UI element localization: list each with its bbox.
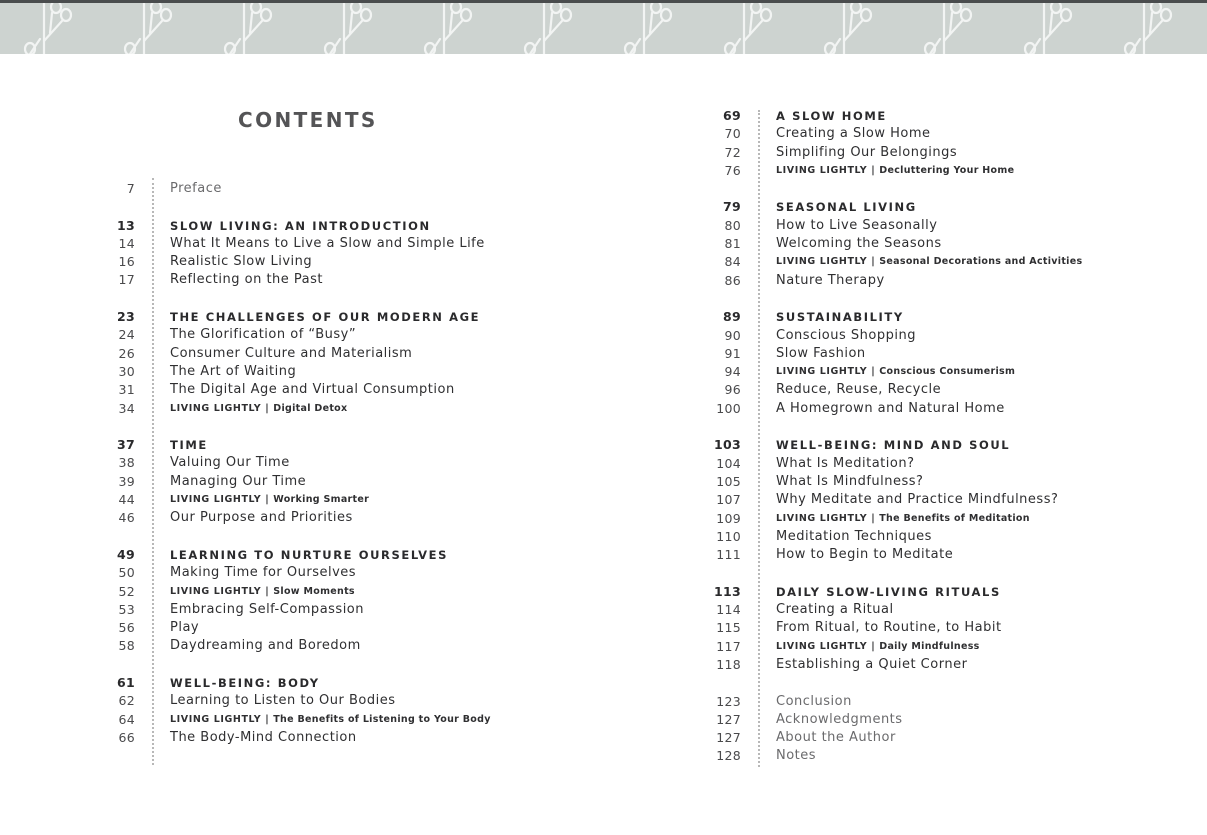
- entry-title: Slow Fashion: [776, 345, 866, 361]
- entry-title: LEARNING TO NURTURE OURSELVES: [170, 547, 449, 562]
- living-lightly-title: Slow Moments: [273, 585, 355, 597]
- entry-title: The Body-Mind Connection: [170, 729, 357, 745]
- page-number: 39: [118, 473, 135, 489]
- page-number: 103: [714, 437, 741, 453]
- page-number: 56: [118, 620, 135, 636]
- page-number: 50: [118, 565, 135, 581]
- page-number: 7: [126, 181, 135, 196]
- page-number: 16: [118, 254, 135, 270]
- entry-title: Embracing Self-Compassion: [170, 601, 365, 617]
- living-lightly-label: LIVING LIGHTLY: [776, 640, 868, 652]
- entry-title: [170, 583, 355, 601]
- living-lightly-title: Working Smarter: [273, 494, 370, 506]
- living-lightly-label: LIVING LIGHTLY: [776, 366, 868, 378]
- page-number: 52: [118, 583, 135, 599]
- entry-title: Consumer Culture and Materialism: [170, 345, 413, 361]
- page-number: 24: [118, 327, 135, 343]
- entry-title: A SLOW HOME: [776, 109, 887, 123]
- entry-title: Establishing a Quiet Corner: [776, 656, 968, 672]
- page-number: 37: [117, 437, 135, 453]
- page-number: 110: [716, 528, 741, 544]
- entry-title: [776, 638, 980, 656]
- entry-title: What It Means to Live a Slow and Simple Life: [170, 235, 485, 251]
- page-number: 109: [716, 510, 741, 526]
- living-lightly-title: The Benefits of Meditation: [879, 512, 1030, 524]
- entry-title: Notes: [776, 748, 817, 764]
- entry-title: DAILY SLOW-LIVING RITUALS: [776, 584, 1001, 599]
- page-number: 23: [117, 309, 135, 325]
- page-number: 117: [716, 638, 741, 654]
- page-number: 114: [716, 602, 741, 618]
- entry-title: How to Begin to Meditate: [776, 547, 954, 563]
- page-number: 113: [714, 583, 741, 599]
- living-lightly-label: LIVING LIGHTLY: [170, 402, 262, 414]
- page-number: 79: [723, 199, 741, 215]
- living-lightly-title: Decluttering Your Home: [879, 164, 1015, 176]
- separator: |: [265, 713, 270, 725]
- page-number: 80: [724, 217, 741, 233]
- page-number: 105: [716, 473, 741, 489]
- living-lightly-title: The Benefits of Listening to Your Body: [273, 713, 491, 725]
- page-number: 127: [716, 730, 741, 746]
- entry-title: Realistic Slow Living: [170, 254, 313, 270]
- entry-title: [170, 491, 369, 509]
- page-number: 14: [118, 235, 135, 251]
- page-title: CONTENTS: [238, 108, 378, 132]
- living-lightly-label: LIVING LIGHTLY: [776, 256, 868, 268]
- separator: |: [265, 494, 270, 506]
- living-lightly-label: LIVING LIGHTLY: [170, 713, 262, 725]
- page-number: 107: [716, 492, 741, 508]
- page-number: 94: [724, 364, 741, 380]
- entry-title: What Is Meditation?: [776, 455, 915, 471]
- entry-title: WELL-BEING: MIND AND SOUL: [776, 438, 1011, 453]
- entry-title: Nature Therapy: [776, 272, 885, 288]
- separator: |: [871, 366, 876, 378]
- page-number: 53: [118, 601, 135, 617]
- page-number: 46: [118, 510, 135, 526]
- entry-title: The Glorification of “Busy”: [170, 327, 357, 343]
- living-lightly-title: Conscious Consumerism: [879, 366, 1016, 378]
- page-number: 128: [716, 748, 741, 764]
- page-number: 104: [716, 455, 741, 471]
- page-number: 86: [724, 272, 741, 288]
- entry-title: A Homegrown and Natural Home: [776, 400, 1005, 416]
- entry-title: What Is Mindfulness?: [776, 473, 924, 489]
- page-number: 62: [118, 693, 135, 709]
- entry-title: How to Live Seasonally: [776, 217, 938, 233]
- entry-title: Creating a Ritual: [776, 602, 894, 618]
- entry-title: Why Meditate and Practice Mindfulness?: [776, 492, 1059, 508]
- living-lightly-label: LIVING LIGHTLY: [170, 585, 262, 597]
- entry-title: The Digital Age and Virtual Consumption: [170, 382, 455, 398]
- page-number: 89: [723, 309, 741, 325]
- entry-title: Reduce, Reuse, Recycle: [776, 382, 942, 398]
- page-number: 58: [118, 638, 135, 654]
- entry-title: Creating a Slow Home: [776, 126, 931, 142]
- separator: |: [265, 402, 270, 414]
- entry-title: TIME: [170, 438, 208, 453]
- page-number: 84: [724, 254, 741, 270]
- entry-title: Our Purpose and Priorities: [170, 510, 353, 526]
- dotted-divider: [758, 110, 760, 767]
- living-lightly-label: LIVING LIGHTLY: [170, 494, 262, 506]
- page-number: 13: [117, 217, 135, 233]
- entry-title: Learning to Listen to Our Bodies: [170, 693, 396, 709]
- separator: |: [871, 164, 876, 176]
- entry-title: Daydreaming and Boredom: [170, 638, 361, 654]
- entry-title: Simplifing Our Belongings: [776, 144, 958, 160]
- branch-pattern-icon: [0, 3, 1207, 54]
- page-number: 61: [117, 675, 135, 691]
- entry-title: Play: [170, 620, 200, 636]
- entry-title: SUSTAINABILITY: [776, 310, 904, 325]
- page-number: 26: [118, 345, 135, 361]
- entry-title: Managing Our Time: [170, 473, 307, 489]
- page-number: 17: [118, 272, 135, 288]
- page-number: 100: [716, 400, 741, 416]
- page-number: 38: [118, 455, 135, 471]
- entry-title: Preface: [170, 181, 222, 196]
- living-lightly-title: Daily Mindfulness: [879, 640, 980, 652]
- page-number: 91: [724, 345, 741, 361]
- entry-title: Conclusion: [776, 693, 852, 709]
- page-number: 31: [118, 382, 135, 398]
- entry-title: [776, 510, 1030, 528]
- page-number: 118: [716, 656, 741, 672]
- page-number: 96: [724, 382, 741, 398]
- entry-title: Meditation Techniques: [776, 528, 932, 544]
- entry-title: [170, 400, 347, 418]
- entry-title: Acknowledgments: [776, 711, 903, 727]
- page-number: 70: [724, 126, 741, 142]
- living-lightly-title: Seasonal Decorations and Activities: [879, 256, 1083, 268]
- entry-title: About the Author: [776, 730, 896, 746]
- entry-title: [776, 253, 1082, 271]
- decorative-banner: [0, 0, 1207, 54]
- separator: |: [871, 256, 876, 268]
- entry-title: SEASONAL LIVING: [776, 200, 917, 215]
- page-number: 66: [118, 729, 135, 745]
- page-number: 72: [724, 144, 741, 160]
- entry-title: THE CHALLENGES OF OUR MODERN AGE: [170, 310, 481, 325]
- entry-title: [776, 162, 1014, 180]
- entry-title: Conscious Shopping: [776, 327, 916, 343]
- entry-title: The Art of Waiting: [170, 363, 297, 379]
- page-number: 123: [716, 693, 741, 709]
- entry-title: [170, 711, 491, 729]
- entry-title: WELL-BEING: BODY: [170, 676, 320, 691]
- page-number: 69: [723, 108, 741, 123]
- page-number: 49: [117, 546, 135, 562]
- page-number: 34: [118, 400, 135, 416]
- entry-title: Making Time for Ourselves: [170, 565, 357, 581]
- page-number: 90: [724, 327, 741, 343]
- page-number: 81: [724, 236, 741, 252]
- living-lightly-label: LIVING LIGHTLY: [776, 164, 868, 176]
- entry-title: Valuing Our Time: [170, 455, 290, 471]
- page-number: 111: [716, 547, 741, 563]
- living-lightly-label: LIVING LIGHTLY: [776, 512, 868, 524]
- page-number: 44: [118, 492, 135, 508]
- page-number: 115: [716, 620, 741, 636]
- page-number: 30: [118, 363, 135, 379]
- dotted-divider: [152, 178, 154, 765]
- entry-title: From Ritual, to Routine, to Habit: [776, 620, 1002, 636]
- separator: |: [871, 512, 876, 524]
- separator: |: [871, 640, 876, 652]
- page-number: 64: [118, 711, 135, 727]
- page-number: 127: [716, 711, 741, 727]
- living-lightly-title: Digital Detox: [273, 402, 348, 414]
- page-number: 76: [724, 162, 741, 178]
- separator: |: [265, 585, 270, 597]
- entry-title: Welcoming the Seasons: [776, 236, 942, 252]
- entry-title: SLOW LIVING: AN INTRODUCTION: [170, 218, 431, 233]
- entry-title: Reflecting on the Past: [170, 272, 323, 288]
- entry-title: [776, 363, 1015, 381]
